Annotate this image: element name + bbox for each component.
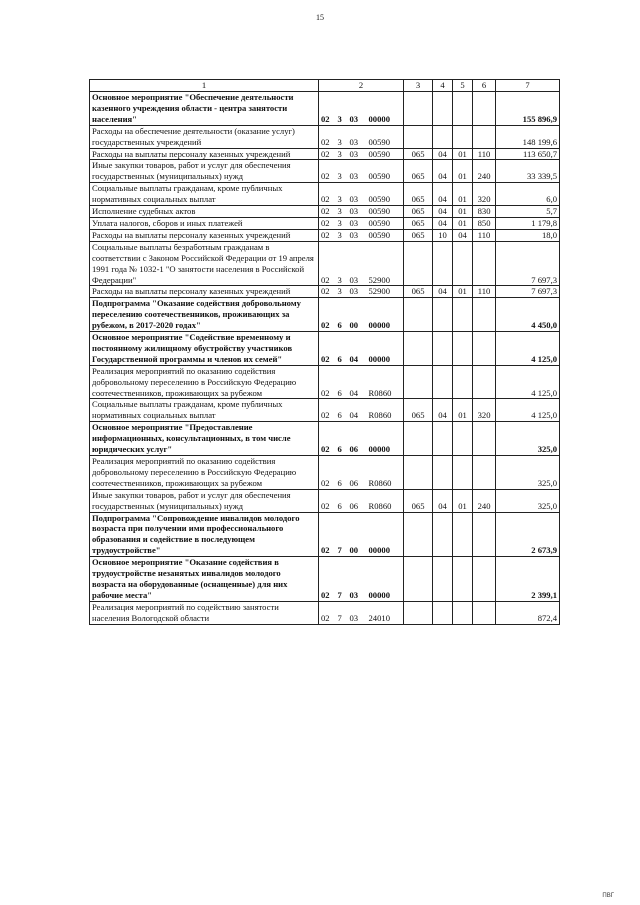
code-direction-cell: 00590 (367, 217, 404, 229)
code-section-cell: 04 (433, 399, 453, 422)
row-name-cell: Подпрограмма "Оказание содействия добровольному переселению соотечественников, проживающих за рубежом, в 2017-2020 годах" (90, 298, 319, 332)
code-section-cell (433, 456, 453, 490)
code-direction-cell: R0860 (367, 365, 404, 399)
code-program-cell: 02 (319, 332, 336, 366)
code-program-cell: 02 (319, 601, 336, 624)
table-row (90, 229, 560, 241)
code-expense-type-cell: 110 (473, 229, 496, 241)
code-expense-type-cell: 850 (473, 217, 496, 229)
code-section-cell (433, 241, 453, 286)
row-name-cell: Социальные выплаты гражданам, кроме публичных нормативных социальных выплат (90, 399, 319, 422)
row-name-cell: Уплата налогов, сборов и иных платежей (90, 217, 319, 229)
amount-cell: 6,0 (496, 183, 560, 206)
amount-cell: 325,0 (496, 422, 560, 456)
code-direction-cell: 00000 (367, 422, 404, 456)
code-program-cell: 02 (319, 183, 336, 206)
code-subsection-cell (453, 456, 473, 490)
code-event-cell: 03 (348, 557, 367, 602)
row-name-cell: Реализация мероприятий по оказанию содействия добровольному переселению в Российскую Федерацию соотечественников, проживающих за рубежом (90, 456, 319, 490)
code-program-cell: 02 (319, 399, 336, 422)
code-event-cell: 00 (348, 512, 367, 557)
code-subprogram-cell: 6 (336, 298, 348, 332)
code-section-cell (433, 512, 453, 557)
header-cell: 3 (404, 80, 433, 92)
code-subsection-cell: 01 (453, 399, 473, 422)
page-number: 15 (316, 13, 324, 22)
code-section-cell: 04 (433, 148, 453, 160)
code-ministry-cell (404, 601, 433, 624)
code-section-cell (433, 422, 453, 456)
row-name-cell: Иные закупки товаров, работ и услуг для обеспечения государственных (муниципальных) нужд (90, 489, 319, 512)
header-cell: 2 (319, 80, 404, 92)
header-cell: 5 (453, 80, 473, 92)
code-program-cell: 02 (319, 125, 336, 148)
code-subsection-cell: 01 (453, 160, 473, 183)
header-cell: 1 (90, 80, 319, 92)
table-row (90, 298, 560, 332)
code-event-cell: 03 (348, 160, 367, 183)
code-expense-type-cell: 320 (473, 183, 496, 206)
code-subsection-cell (453, 125, 473, 148)
amount-cell: 4 125,0 (496, 332, 560, 366)
code-section-cell (433, 557, 453, 602)
code-subsection-cell: 01 (453, 183, 473, 206)
row-name-cell: Основное мероприятие "Оказание содействия в трудоустройстве незанятых инвалидов молодого возраста на оборудованные (оснащенные) для них рабочие места" (90, 557, 319, 602)
code-event-cell: 03 (348, 183, 367, 206)
code-expense-type-cell (473, 512, 496, 557)
code-subprogram-cell: 3 (336, 148, 348, 160)
header-cell: 7 (496, 80, 560, 92)
code-ministry-cell (404, 512, 433, 557)
code-expense-type-cell: 240 (473, 160, 496, 183)
code-ministry-cell (404, 241, 433, 286)
table-row (90, 489, 560, 512)
code-subprogram-cell: 3 (336, 206, 348, 218)
code-subprogram-cell: 3 (336, 183, 348, 206)
code-program-cell: 02 (319, 298, 336, 332)
code-ministry-cell: 065 (404, 217, 433, 229)
amount-cell: 33 339,5 (496, 160, 560, 183)
code-direction-cell: 00000 (367, 92, 404, 126)
code-section-cell: 10 (433, 229, 453, 241)
code-direction-cell: 00000 (367, 332, 404, 366)
code-subprogram-cell: 3 (336, 125, 348, 148)
code-subprogram-cell: 3 (336, 241, 348, 286)
code-event-cell: 03 (348, 125, 367, 148)
code-direction-cell: 00590 (367, 160, 404, 183)
amount-cell: 4 125,0 (496, 399, 560, 422)
code-event-cell: 04 (348, 365, 367, 399)
code-event-cell: 03 (348, 601, 367, 624)
code-subsection-cell: 04 (453, 229, 473, 241)
amount-cell: 5,7 (496, 206, 560, 218)
code-subprogram-cell: 3 (336, 229, 348, 241)
code-expense-type-cell (473, 422, 496, 456)
code-expense-type-cell (473, 92, 496, 126)
table-row (90, 456, 560, 490)
code-direction-cell: 00000 (367, 298, 404, 332)
code-section-cell: 04 (433, 489, 453, 512)
code-subsection-cell (453, 557, 473, 602)
code-program-cell: 02 (319, 512, 336, 557)
header-cell: 4 (433, 80, 453, 92)
table-row (90, 422, 560, 456)
row-name-cell: Реализация мероприятий по содействию занятости населения Вологодской области (90, 601, 319, 624)
code-expense-type-cell: 830 (473, 206, 496, 218)
code-section-cell: 04 (433, 286, 453, 298)
table-row (90, 125, 560, 148)
row-name-cell: Расходы на выплаты персоналу казенных учреждений (90, 148, 319, 160)
footer-stamp: ПВГ (602, 893, 614, 899)
row-name-cell: Иные закупки товаров, работ и услуг для обеспечения государственных (муниципальных) нужд (90, 160, 319, 183)
code-ministry-cell (404, 456, 433, 490)
code-expense-type-cell (473, 365, 496, 399)
row-name-cell: Расходы на выплаты персоналу казенных учреждений (90, 286, 319, 298)
code-ministry-cell (404, 298, 433, 332)
code-program-cell: 02 (319, 241, 336, 286)
code-event-cell: 06 (348, 456, 367, 490)
table-row (90, 365, 560, 399)
row-name-cell: Основное мероприятие "Предоставление информационных, консультационных, в том числе юридических услуг" (90, 422, 319, 456)
code-event-cell: 03 (348, 286, 367, 298)
code-section-cell (433, 298, 453, 332)
code-direction-cell: 00590 (367, 229, 404, 241)
code-program-cell: 02 (319, 456, 336, 490)
amount-cell: 325,0 (496, 489, 560, 512)
code-subprogram-cell: 6 (336, 422, 348, 456)
code-subsection-cell: 01 (453, 286, 473, 298)
code-ministry-cell (404, 92, 433, 126)
code-subsection-cell (453, 512, 473, 557)
code-section-cell: 04 (433, 217, 453, 229)
code-ministry-cell (404, 422, 433, 456)
code-subsection-cell (453, 92, 473, 126)
code-program-cell: 02 (319, 286, 336, 298)
code-section-cell: 04 (433, 183, 453, 206)
table-header-row (90, 80, 560, 92)
row-name-cell: Основное мероприятие "Обеспечение деятельности казенного учреждения области - центра занятости населения" (90, 92, 319, 126)
code-program-cell: 02 (319, 206, 336, 218)
code-section-cell: 04 (433, 160, 453, 183)
amount-cell: 4 125,0 (496, 365, 560, 399)
amount-cell: 18,0 (496, 229, 560, 241)
code-expense-type-cell (473, 125, 496, 148)
code-subprogram-cell: 6 (336, 456, 348, 490)
code-subsection-cell (453, 298, 473, 332)
code-ministry-cell: 065 (404, 148, 433, 160)
table-row (90, 217, 560, 229)
code-ministry-cell: 065 (404, 206, 433, 218)
row-name-cell: Подпрограмма "Сопровождение инвалидов молодого возраста при получении ими профессионального образования и содействие в последующем трудоустройстве" (90, 512, 319, 557)
header-cell: 6 (473, 80, 496, 92)
code-expense-type-cell (473, 241, 496, 286)
code-expense-type-cell (473, 332, 496, 366)
table-row (90, 148, 560, 160)
amount-cell: 7 697,3 (496, 241, 560, 286)
code-event-cell: 06 (348, 422, 367, 456)
table-body (90, 92, 560, 625)
amount-cell: 113 650,7 (496, 148, 560, 160)
table-row (90, 332, 560, 366)
code-subprogram-cell: 6 (336, 399, 348, 422)
row-name-cell: Расходы на выплаты персоналу казенных учреждений (90, 229, 319, 241)
code-subprogram-cell: 6 (336, 365, 348, 399)
code-program-cell: 02 (319, 489, 336, 512)
code-section-cell (433, 601, 453, 624)
code-direction-cell: R0860 (367, 489, 404, 512)
code-ministry-cell: 065 (404, 489, 433, 512)
code-program-cell: 02 (319, 92, 336, 126)
code-direction-cell: 00590 (367, 125, 404, 148)
code-subsection-cell: 01 (453, 206, 473, 218)
table-row (90, 512, 560, 557)
code-ministry-cell (404, 365, 433, 399)
code-subsection-cell (453, 241, 473, 286)
code-subprogram-cell: 7 (336, 512, 348, 557)
table-row (90, 241, 560, 286)
code-ministry-cell (404, 557, 433, 602)
code-program-cell: 02 (319, 217, 336, 229)
amount-cell: 155 896,9 (496, 92, 560, 126)
code-expense-type-cell (473, 456, 496, 490)
code-direction-cell: R0860 (367, 399, 404, 422)
row-name-cell: Расходы на обеспечение деятельности (оказание услуг) государственных учреждений (90, 125, 319, 148)
code-ministry-cell: 065 (404, 399, 433, 422)
code-subsection-cell (453, 365, 473, 399)
code-direction-cell: 52900 (367, 241, 404, 286)
code-direction-cell: R0860 (367, 456, 404, 490)
table-row (90, 286, 560, 298)
code-subsection-cell: 01 (453, 148, 473, 160)
row-name-cell: Основное мероприятие "Содействие временному и постоянному жилищному обустройству участников Государственной программы и членов их семей" (90, 332, 319, 366)
code-subprogram-cell: 3 (336, 92, 348, 126)
code-event-cell: 03 (348, 92, 367, 126)
code-ministry-cell (404, 125, 433, 148)
code-program-cell: 02 (319, 148, 336, 160)
amount-cell: 872,4 (496, 601, 560, 624)
code-ministry-cell: 065 (404, 229, 433, 241)
code-ministry-cell: 065 (404, 160, 433, 183)
table-row (90, 206, 560, 218)
code-event-cell: 03 (348, 241, 367, 286)
code-ministry-cell (404, 332, 433, 366)
code-program-cell: 02 (319, 160, 336, 183)
code-ministry-cell: 065 (404, 286, 433, 298)
code-subprogram-cell: 3 (336, 160, 348, 183)
code-event-cell: 06 (348, 489, 367, 512)
code-direction-cell: 24010 (367, 601, 404, 624)
amount-cell: 325,0 (496, 456, 560, 490)
code-expense-type-cell (473, 557, 496, 602)
code-section-cell (433, 332, 453, 366)
table-row (90, 601, 560, 624)
code-program-cell: 02 (319, 229, 336, 241)
code-subsection-cell (453, 422, 473, 456)
code-expense-type-cell: 240 (473, 489, 496, 512)
code-direction-cell: 00000 (367, 512, 404, 557)
code-section-cell (433, 125, 453, 148)
row-name-cell: Исполнение судебных актов (90, 206, 319, 218)
table-row (90, 557, 560, 602)
code-subprogram-cell: 3 (336, 286, 348, 298)
code-direction-cell: 52900 (367, 286, 404, 298)
code-subprogram-cell: 7 (336, 601, 348, 624)
code-ministry-cell: 065 (404, 183, 433, 206)
code-event-cell: 03 (348, 148, 367, 160)
code-expense-type-cell: 110 (473, 286, 496, 298)
code-event-cell: 03 (348, 206, 367, 218)
table-row (90, 92, 560, 126)
code-event-cell: 04 (348, 332, 367, 366)
code-section-cell (433, 92, 453, 126)
code-section-cell (433, 365, 453, 399)
code-expense-type-cell (473, 601, 496, 624)
code-event-cell: 00 (348, 298, 367, 332)
code-event-cell: 04 (348, 399, 367, 422)
code-direction-cell: 00000 (367, 557, 404, 602)
code-event-cell: 03 (348, 229, 367, 241)
row-name-cell: Реализация мероприятий по оказанию содействия добровольному переселению в Российскую Федерацию соотечественников, проживающих за рубежом (90, 365, 319, 399)
table-row (90, 183, 560, 206)
budget-table (89, 79, 560, 625)
amount-cell: 7 697,3 (496, 286, 560, 298)
code-subprogram-cell: 3 (336, 217, 348, 229)
code-expense-type-cell: 320 (473, 399, 496, 422)
code-subprogram-cell: 6 (336, 489, 348, 512)
code-subsection-cell (453, 601, 473, 624)
amount-cell: 2 399,1 (496, 557, 560, 602)
amount-cell: 2 673,9 (496, 512, 560, 557)
row-name-cell: Социальные выплаты безработным гражданам в соответствии с Законом Российской Федерации от 19 апреля 1991 года № 1032-1 "О занятости населения в Российской Федерации" (90, 241, 319, 286)
code-program-cell: 02 (319, 365, 336, 399)
amount-cell: 148 199,6 (496, 125, 560, 148)
code-program-cell: 02 (319, 422, 336, 456)
code-direction-cell: 00590 (367, 183, 404, 206)
code-subsection-cell: 01 (453, 217, 473, 229)
amount-cell: 1 179,8 (496, 217, 560, 229)
code-subprogram-cell: 7 (336, 557, 348, 602)
amount-cell: 4 450,0 (496, 298, 560, 332)
code-subsection-cell (453, 332, 473, 366)
code-direction-cell: 00590 (367, 148, 404, 160)
code-section-cell: 04 (433, 206, 453, 218)
table-row (90, 160, 560, 183)
code-subsection-cell: 01 (453, 489, 473, 512)
code-program-cell: 02 (319, 557, 336, 602)
code-direction-cell: 00590 (367, 206, 404, 218)
code-event-cell: 03 (348, 217, 367, 229)
code-subprogram-cell: 6 (336, 332, 348, 366)
table-row (90, 399, 560, 422)
code-expense-type-cell: 110 (473, 148, 496, 160)
code-expense-type-cell (473, 298, 496, 332)
row-name-cell: Социальные выплаты гражданам, кроме публичных нормативных социальных выплат (90, 183, 319, 206)
